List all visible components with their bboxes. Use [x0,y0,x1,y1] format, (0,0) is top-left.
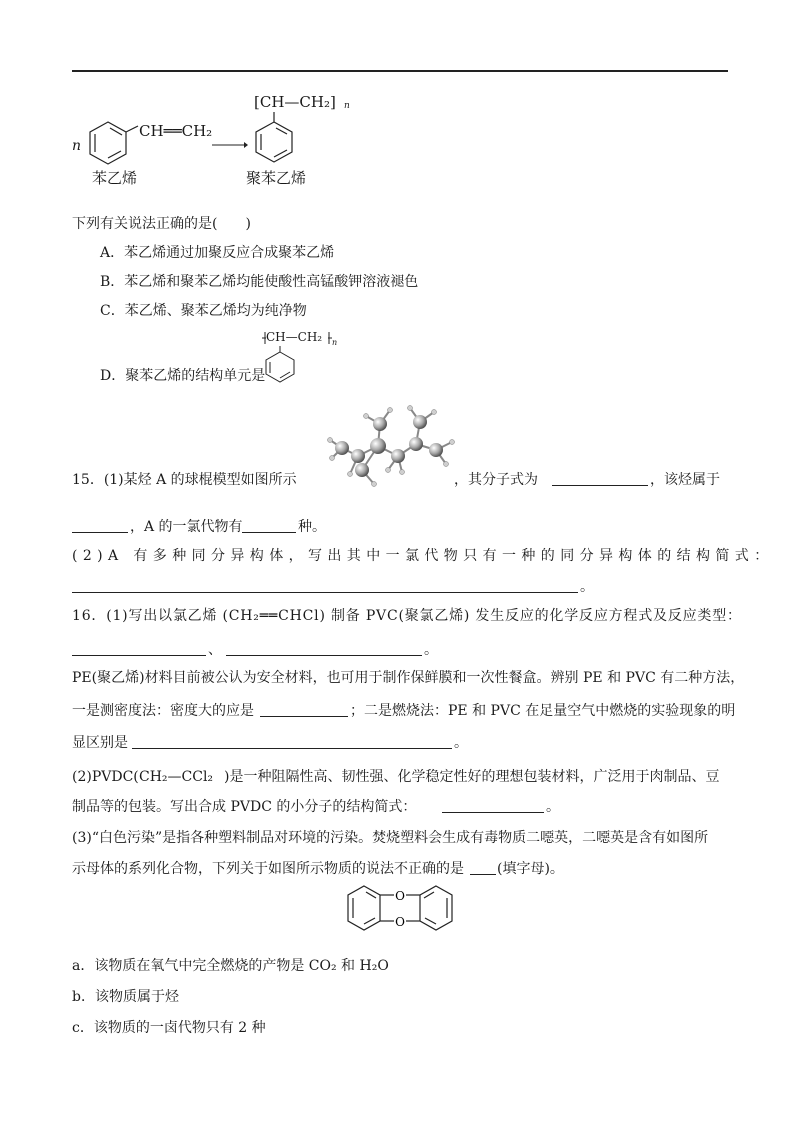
q15-type-blank[interactable] [72,518,128,533]
q16-monomer-blank[interactable] [442,798,544,813]
vinyl-group: CH══CH₂ [139,122,213,140]
q16-equation-blank[interactable] [72,641,206,656]
arrow-icon [212,140,248,150]
q16-part2-b: )是一种阻隔性高、韧性强、化学稳定性好的理想包装材料，广泛用于肉制品、豆 [224,769,720,785]
q15-text-b: ，其分子式为 [454,472,538,488]
q16-answer-blank[interactable] [470,860,496,875]
q15-text-d: ，A 的一氯代物有 [130,519,243,535]
q16-difference-blank[interactable] [132,734,452,749]
polymer-n: n [344,101,350,111]
q16-density-blank[interactable] [260,702,348,717]
ball-stick-model-image [320,400,460,490]
q14-unit-n: n [332,338,338,347]
q14-option-d: D．聚苯乙烯的结构单元是 [100,368,266,384]
q15-count-blank[interactable] [242,518,296,533]
polymer-unit: [CH—CH₂] [254,93,336,111]
q16-pe-line3-end: 。 [454,735,468,751]
q14-unit-formula: CH—CH₂ [266,330,323,344]
q14-option-a: A．苯乙烯通过加聚反应合成聚苯乙烯 [100,245,335,261]
q15-text-a: 15．(1)某烃 A 的球棍模型如图所示 [72,472,297,488]
q16-choice-b: b．该物质属于烃 [72,989,179,1005]
q14-stem: 下列有关说法正确的是( ) [72,216,251,232]
q14-option-c: C．苯乙烯、聚苯乙烯均为纯净物 [100,303,307,319]
q16-pe-line2b: ；二是燃烧法：PE 和 PVC 在足量空气中燃烧的实验现象的明 [350,703,736,719]
q16-sep: 、 [208,642,222,658]
q14-option-b: B．苯乙烯和聚苯乙烯均能使酸性高锰酸钾溶液褪色 [100,274,419,290]
q15-formula-blank[interactable] [552,471,648,486]
label-polystyrene: 聚苯乙烯 [246,169,307,187]
q16-choice-a: a．该物质在氧气中完全燃烧的产物是 CO₂ 和 H₂O [72,958,389,974]
q16-part3-b: 示母体的系列化合物，下列关于如图所示物质的说法不正确的是 [72,861,464,877]
polystyrene-ring-icon [252,112,296,162]
q16-pvdc-unit: CH₂—CCl₂ [139,769,214,785]
q14-ring-icon [262,346,298,382]
styrene-ring-icon [88,120,128,166]
q16-pe-line1: PE(聚乙烯)材料目前被公认为安全材料，也可用于制作保鲜膜和一次性餐盒。辨别 PE 和 PVC 有二种方法， [72,670,745,686]
q16-part1-end: 。 [424,642,438,658]
q15-part2: (2)A 有多种同分异构体，写出其中一氯代物只有一种的同分异构体的结构简式： [72,548,774,564]
q16-part1: 16．(1)写出以氯乙烯 (CH₂══CHCl) 制备 PVC(聚氯乙烯) 发生反应的化学反应方程式及反应类型： [72,608,742,624]
coefficient-n: n [72,138,82,154]
dibenzodioxin-structure-image [344,880,456,936]
header-rule [72,70,728,72]
q14-unit-bracket-icon [262,330,338,346]
q16-pe-line3a: 显区别是 [72,735,128,751]
oxygen-atom-top: O [395,889,405,903]
oxygen-atom-bottom: O [395,915,405,929]
q15-structure-blank[interactable] [72,578,578,593]
q15-text-e: 种。 [298,519,326,535]
label-styrene: 苯乙烯 [92,169,138,187]
q16-part2-a: (2)PVDC( [72,769,139,785]
q16-part3-c: (填字母)。 [497,861,564,877]
q15-part2-end: 。 [580,579,594,595]
q16-part2-end: 。 [546,799,560,815]
q16-part3-a: (3)“白色污染”是指各种塑料制品对环境的污染。焚烧塑料会生成有毒物质二噁英，二噁英是含有如图所 [72,830,709,846]
q16-choice-c: c．该物质的一卤代物只有 2 种 [72,1020,266,1036]
q16-pe-line2a: 一是测密度法：密度大的应是 [72,703,254,719]
q15-text-c: ，该烃属于 [650,472,720,488]
q16-reaction-type-blank[interactable] [226,641,422,656]
q16-part2-c: 制品等的包装。写出合成 PVDC 的小分子的结构简式： [72,799,417,815]
